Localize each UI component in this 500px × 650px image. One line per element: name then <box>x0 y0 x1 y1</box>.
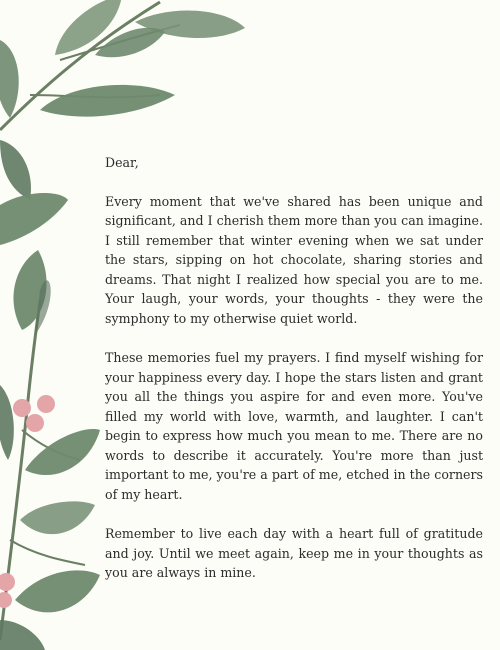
bottom-branch <box>0 250 100 650</box>
letter-paragraph-3: Remember to live each day with a heart full of gratitude and joy. Until we meet again, keep me in your thoughts as you are always in mine. <box>105 526 483 580</box>
letter-body <box>105 153 483 583</box>
salutation: Dear, <box>105 155 139 170</box>
letter-paragraph-1: Every moment that we've shared has been unique and significant, and I cherish them more than you can imagine. I still remember that winter evening when we sat under the stars, sipping on hot chocolate, sharing stories and dreams. That night I realized how special you are to me. Your laugh, your words, your thoughts - they were the symphony to my otherwise quiet world. <box>105 193 483 326</box>
letter-paragraph-2: These memories fuel my prayers. I find myself wishing for your happiness every day. I hope the stars listen and grant you all the things you aspire for and even more. You've filled my world with love, warmth, and laughter. I can't begin to express how much you mean to me. There are no words to describe it accurately. You're more than just important to me, you're a part of me, etched in the corners of my heart. <box>105 350 483 502</box>
